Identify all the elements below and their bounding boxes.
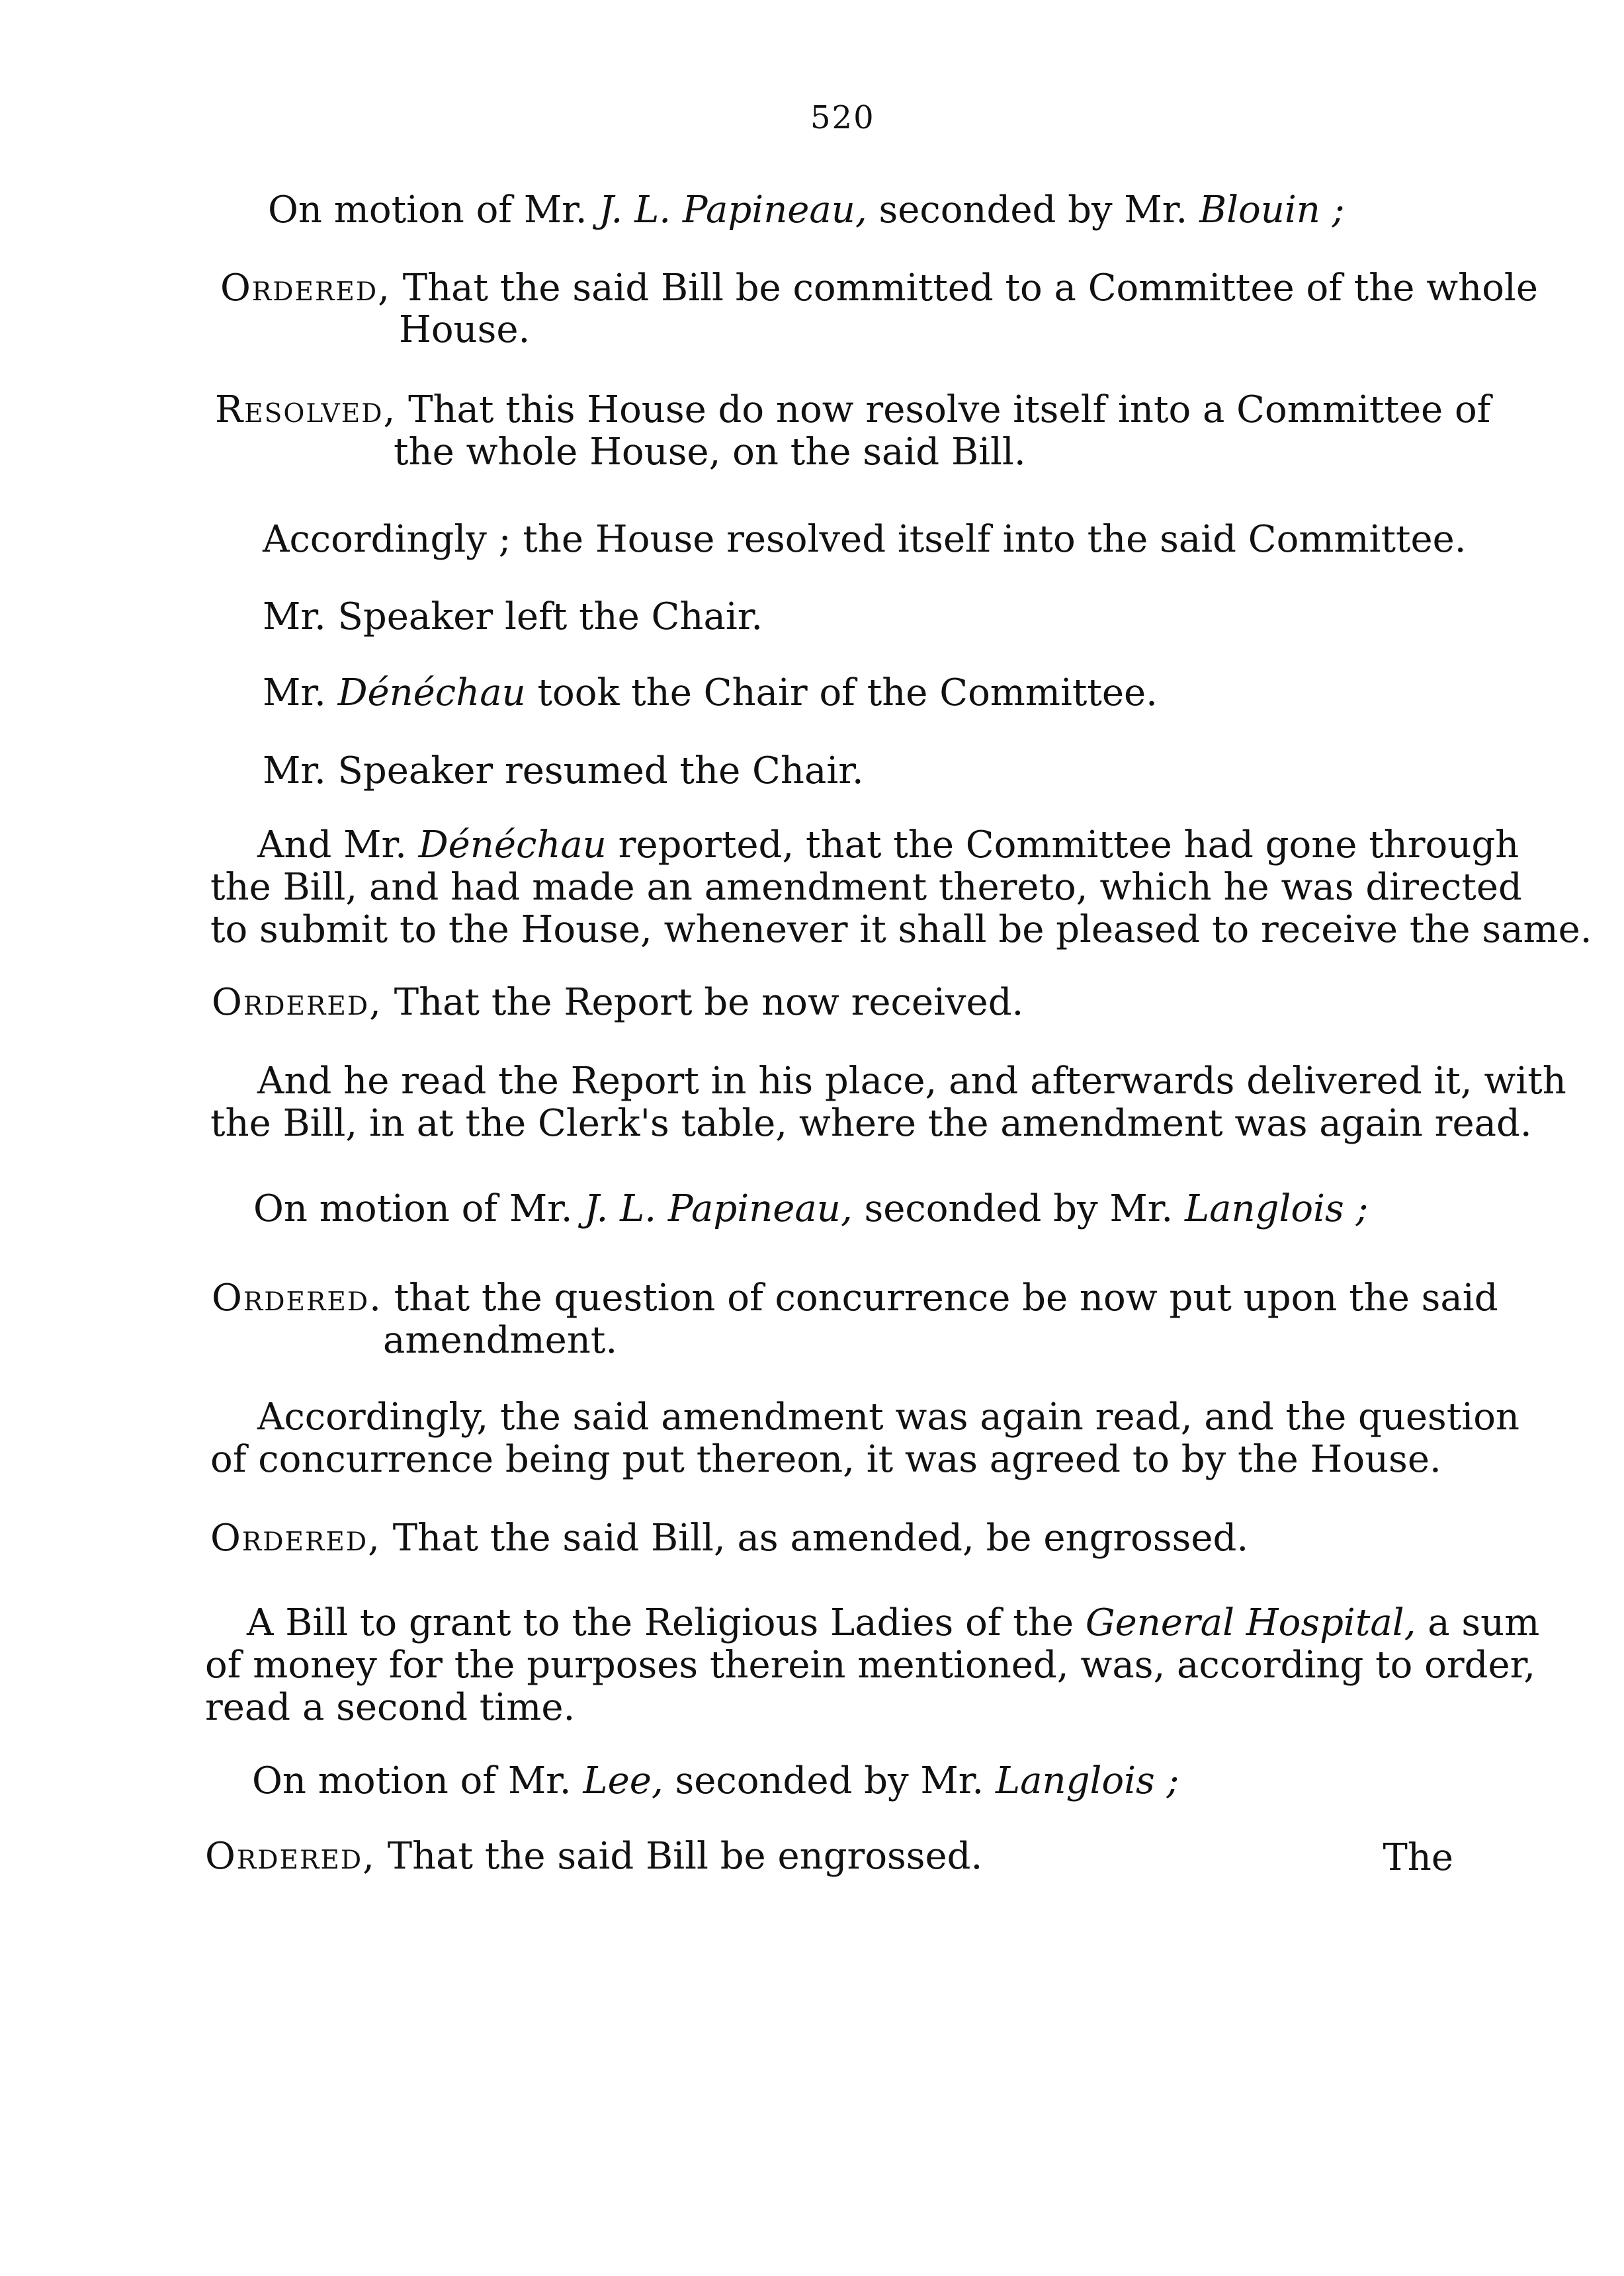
ordered-label: Ordered,: [212, 981, 382, 1024]
ordered-text: That the said Bill, as amended, be engrossed.: [380, 1517, 1249, 1560]
report-read-line-2: the Bill, in at the Clerk's table, where the amendment was again read.: [210, 1102, 1532, 1145]
member-name: J. L. Papineau,: [584, 1187, 853, 1230]
motion-text: seconded by Mr.: [663, 1759, 996, 1802]
bill-line-2: of money for the purposes therein mentioned, was, according to order,: [205, 1644, 1536, 1687]
bill-text: A Bill to grant to the Religious Ladies of the: [247, 1601, 1086, 1644]
motion-text: seconded by Mr.: [867, 189, 1199, 232]
member-name: Blouin ;: [1199, 189, 1345, 232]
ordered-label: Ordered,: [205, 1835, 376, 1878]
ordered-paragraph-5: [205, 1835, 982, 1878]
bill-text: a sum: [1416, 1601, 1540, 1644]
accordingly-line-2: of concurrence being put thereon, it was agreed to by the House.: [210, 1438, 1441, 1481]
ordered-text: That the said Bill be engrossed.: [375, 1835, 983, 1878]
ordered-continuation-1: House.: [399, 308, 531, 351]
speaker-left-paragraph: Mr. Speaker left the Chair.: [263, 595, 763, 638]
ordered-paragraph-4: [210, 1517, 1248, 1560]
ordered-text: That the Report be now received.: [382, 981, 1024, 1024]
ordered-text: that the question of concurrence be now put upon the said: [382, 1277, 1498, 1320]
ordered-label: Ordered,: [210, 1517, 381, 1560]
motion-paragraph-2: [253, 1187, 1368, 1231]
report-read-paragraph: And he read the Report in his place, and afterwards delivered it, with: [257, 1060, 1566, 1103]
motion-text: seconded by Mr.: [852, 1187, 1185, 1230]
accordingly-paragraph-1: Accordingly ; the House resolved itself into the said Committee.: [263, 518, 1467, 561]
report-line-2: the Bill, and had made an amendment thereto, which he was directed: [210, 866, 1522, 909]
member-name: Langlois ;: [995, 1759, 1179, 1802]
ordered-label: Ordered.: [212, 1277, 382, 1320]
resolved-text: That this House do now resolve itself into a Committee of: [396, 388, 1491, 431]
report-text: And Mr.: [257, 823, 419, 866]
motion-text: On motion of Mr.: [268, 189, 599, 232]
report-line-3: to submit to the House, whenever it shall be pleased to receive the same.: [210, 908, 1592, 951]
institution-name: General Hospital,: [1085, 1601, 1416, 1644]
ordered-continuation-3: amendment.: [383, 1319, 618, 1362]
chair-text: took the Chair of the Committee.: [525, 671, 1158, 714]
chair-text: Mr.: [263, 671, 338, 714]
member-name: Langlois ;: [1184, 1187, 1369, 1230]
resolved-paragraph: [215, 388, 1490, 432]
report-text: reported, that the Committee had gone through: [606, 823, 1519, 866]
member-name: Lee,: [583, 1759, 663, 1802]
resolved-label: Resolved,: [215, 388, 397, 431]
motion-paragraph-3: [252, 1759, 1179, 1803]
bill-line-3: read a second time.: [205, 1686, 576, 1729]
catchword: The: [1383, 1836, 1453, 1879]
chair-paragraph: [263, 671, 1158, 715]
ordered-paragraph-2: [212, 981, 1023, 1025]
bill-paragraph: [247, 1601, 1539, 1645]
ordered-paragraph-3: [212, 1277, 1498, 1320]
motion-text: On motion of Mr.: [253, 1187, 585, 1230]
resolved-continuation: the whole House, on the said Bill.: [394, 431, 1026, 474]
member-name: Dénéchau: [418, 823, 607, 866]
accordingly-paragraph-2: Accordingly, the said amendment was again read, and the question: [257, 1396, 1519, 1439]
report-paragraph: [257, 823, 1519, 867]
speaker-resumed-paragraph: Mr. Speaker resumed the Chair.: [263, 749, 864, 792]
page-number: 520: [810, 99, 875, 136]
motion-paragraph-1: [268, 189, 1344, 232]
motion-text: On motion of Mr.: [252, 1759, 583, 1802]
ordered-text: That the said Bill be committed to a Committee of the whole: [390, 267, 1538, 310]
ordered-label: Ordered,: [220, 267, 391, 310]
member-name: Dénéchau: [337, 671, 526, 714]
member-name: J. L. Papineau,: [599, 189, 867, 232]
ordered-paragraph-1: [220, 267, 1538, 310]
